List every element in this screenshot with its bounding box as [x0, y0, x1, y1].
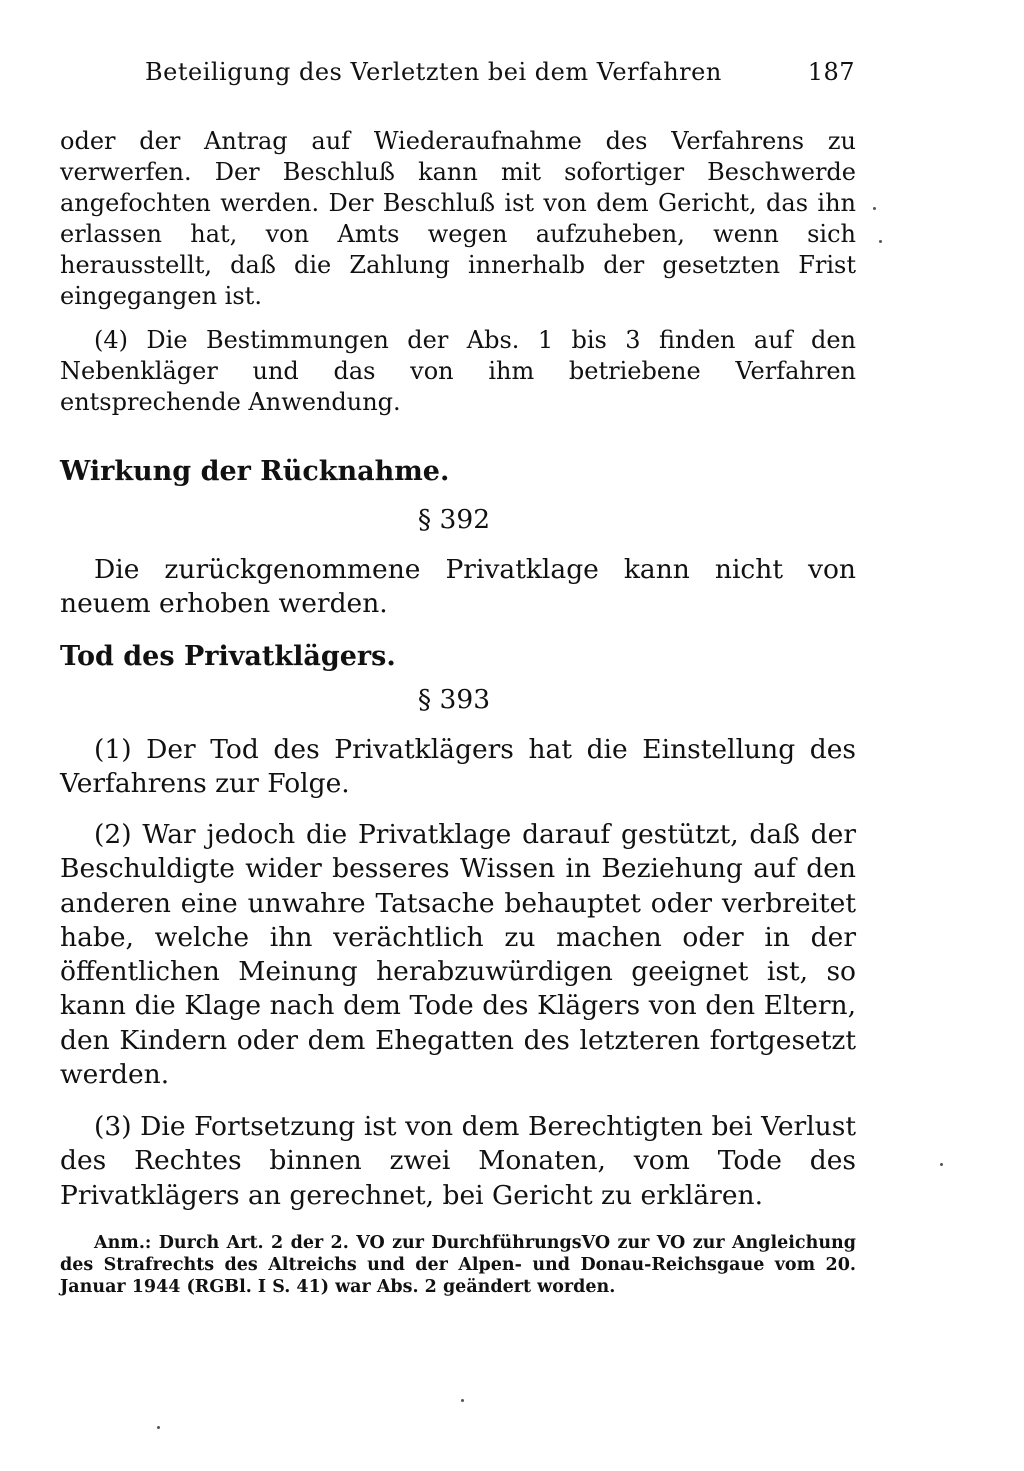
- section-number-392: § 392: [417, 504, 491, 535]
- running-title: Beteiligung des Verletzten bei dem Verfahren: [145, 58, 722, 86]
- scan-speck: [879, 240, 882, 243]
- paragraph-392: Die zurückgenommene Privatklage kann nicht von neuem erhoben werden.: [60, 554, 856, 620]
- paragraph-393-absatz-2: (2) War jedoch die Privatklage darauf gestützt, daß der Beschuldigte wider besseres Wissen in Beziehung auf den anderen eine unwahre Tatsache behauptet oder verbreitet habe, welche ihn verächtlich zu machen oder in der öffentlichen Meinung herabzuwürdigen geeignet ist, so kann die Klage nach dem Tode des Klägers von den Eltern, den Kindern oder dem Ehegatten des letzteren fortgesetzt werden.: [60, 819, 856, 1091]
- section-number-393: § 393: [417, 684, 491, 715]
- running-header: [145, 54, 855, 94]
- page-number: 187: [807, 58, 855, 86]
- paragraph-393-absatz-3: (3) Die Fortsetzung ist von dem Berechtigten bei Verlust des Rechtes binnen zwei Monaten, vom Tode des Privatklägers an gerechnet, bei Gericht zu erklären.: [60, 1111, 856, 1211]
- scan-speck: [873, 207, 876, 210]
- heading-tod-des-privatklaegers: Tod des Privatklägers.: [60, 641, 396, 672]
- scan-speck: [940, 1163, 943, 1166]
- heading-wirkung-der-ruecknahme: Wirkung der Rücknahme.: [60, 456, 450, 487]
- scan-speck: [461, 1399, 464, 1402]
- continuation-paragraph: oder der Antrag auf Wiederaufnahme des Verfahrens zu verwerfen. Der Beschluß kann mit sofortiger Beschwerde angefochten werden. Der Beschluß ist von dem Gericht, das ihn erlassen hat, von Amts wegen aufzuheben, wenn sich herausstellt, daß die Zahlung innerhalb der gesetzten Frist eingegangen ist.: [60, 127, 856, 310]
- paragraph-absatz-4: (4) Die Bestimmungen der Abs. 1 bis 3 finden auf den Nebenkläger und das von ihm betriebene Verfahren entsprechende Anwendung.: [60, 326, 856, 416]
- footnote-anmerkung: Anm.: Durch Art. 2 der 2. VO zur DurchführungsVO zur VO zur Angleichung des Strafrechts des Altreichs und der Alpen- und Donau-Reichsgaue vom 20. Januar 1944 (RGBl. I S. 41) war Abs. 2 geändert worden.: [60, 1233, 856, 1297]
- paragraph-393-absatz-1: (1) Der Tod des Privatklägers hat die Einstellung des Verfahrens zur Folge.: [60, 734, 856, 800]
- scan-speck: [157, 1426, 160, 1429]
